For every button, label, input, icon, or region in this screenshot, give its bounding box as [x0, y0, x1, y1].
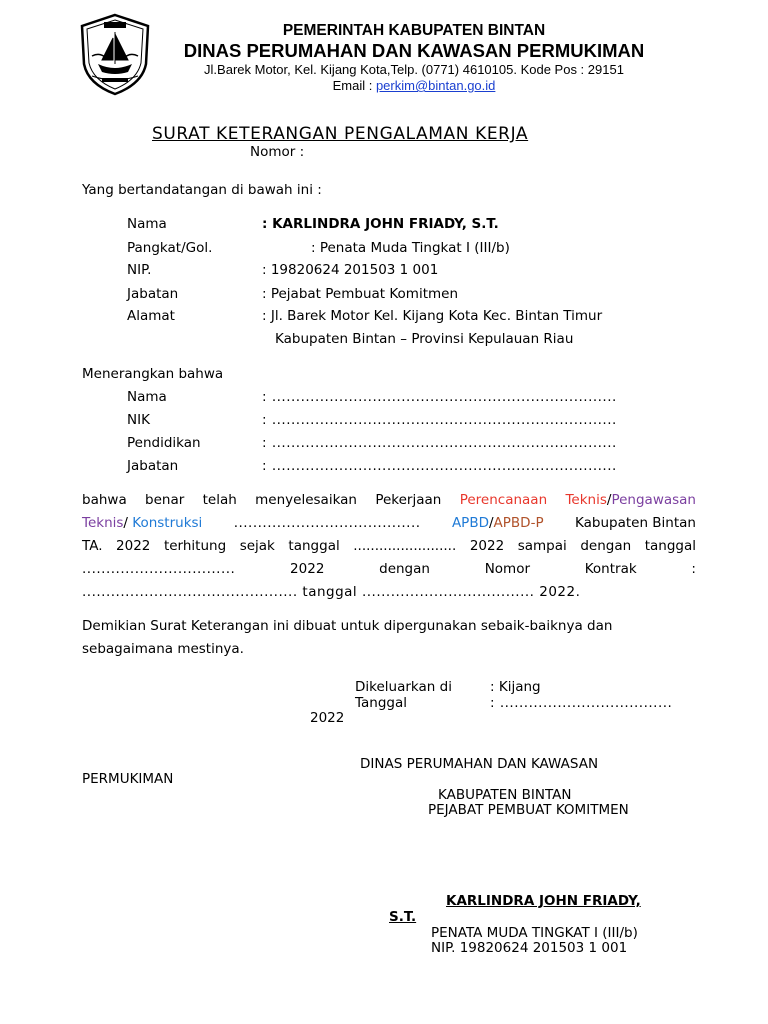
subject-label-jabatan: Jabatan	[127, 458, 179, 474]
body-dengan: dengan	[379, 561, 430, 577]
body-year: 2022	[290, 561, 325, 577]
closing-line-2: sebagaimana mestinya.	[82, 641, 244, 657]
header-email-link[interactable]: perkim@bintan.go.id	[375, 78, 496, 93]
option-konstruksi: Konstruksi	[132, 515, 203, 531]
signer-value-alamat: : Jl. Barek Motor Kel. Kijang Kota Kec. Bintan Timur	[262, 308, 603, 324]
option-pengawasan: Pengawasan	[611, 492, 696, 508]
document-title: SURAT KETERANGAN PENGALAMAN KERJA	[152, 124, 529, 144]
signer-value-nip: : 19820624 201503 1 001	[262, 262, 439, 278]
body-text-a: bahwa benar telah menyelesaikan Pekerjaan	[82, 492, 460, 508]
body-line-4	[82, 561, 696, 577]
issued-year: 2022	[310, 710, 345, 726]
issued-date-value: : ....................................	[490, 695, 673, 711]
signer-value-pangkat: : Penata Muda Tingkat I (III/b)	[311, 240, 510, 256]
header-government: PEMERINTAH KABUPATEN BINTAN	[282, 22, 546, 39]
body-colon: :	[691, 561, 696, 577]
signature-org-line-2: PERMUKIMAN	[82, 771, 174, 787]
body-nomor: Nomor	[484, 561, 531, 577]
issued-date-label: Tanggal	[355, 695, 408, 711]
signature-nip: NIP. 19820624 201503 1 001	[431, 940, 628, 956]
signature-name: KARLINDRA JOHN FRIADY,	[446, 893, 641, 909]
signature-rank: PENATA MUDA TINGKAT I (III/b)	[431, 925, 638, 941]
subject-value-pendidikan: : ........................................................................	[262, 435, 617, 451]
signer-value-jabatan: : Pejabat Pembuat Komitmen	[262, 286, 459, 302]
signature-name-title: S.T.	[389, 909, 417, 925]
subject-value-jabatan: : ........................................................................	[262, 458, 617, 474]
header-address: Jl.Barek Motor, Kel. Kijang Kota,Telp. (0771) 4610105. Kode Pos : 29151	[204, 62, 624, 77]
slash: /	[606, 492, 612, 508]
header-email-label: Email :	[332, 78, 376, 93]
signature-org-line-1: DINAS PERUMAHAN DAN KAWASAN	[360, 756, 599, 772]
subject-value-nama: : ........................................................................	[262, 389, 617, 405]
body-line-5: ............................................. tanggal .................................... 2022.	[82, 584, 581, 600]
signer-value-nama: : KARLINDRA JOHN FRIADY, S.T.	[262, 216, 499, 232]
signer-label-nama: Nama	[127, 216, 167, 232]
intro-text: Yang bertandatangan di bawah ini :	[82, 182, 322, 198]
body-line-3: TA. 2022 terhitung sejak tanggal ........................ 2022 sampai dengan tanggal	[82, 538, 696, 554]
option-teknis: Teknis	[82, 515, 124, 531]
subject-label-pendidikan: Pendidikan	[127, 435, 201, 451]
slash: /	[123, 515, 133, 531]
header-email-line	[0, 78, 768, 93]
issued-place-value: : Kijang	[490, 679, 541, 695]
subject-label-nama: Nama	[127, 389, 167, 405]
signature-org-line-3: KABUPATEN BINTAN	[438, 787, 572, 803]
signer-label-pangkat: Pangkat/Gol.	[127, 240, 213, 256]
signer-label-nip: NIP.	[127, 262, 152, 278]
option-apbd: APBD	[451, 515, 489, 531]
body-line-1	[82, 492, 696, 508]
menerangkan-text: Menerangkan bahwa	[82, 366, 224, 382]
signer-label-alamat: Alamat	[127, 308, 175, 324]
slash: /	[488, 515, 494, 531]
signature-role: PEJABAT PEMBUAT KOMITMEN	[428, 802, 629, 818]
header-agency: DINAS PERUMAHAN DAN KAWASAN PERMUKIMAN	[183, 40, 645, 61]
body-line-2	[82, 515, 696, 531]
signer-value-alamat-line2: Kabupaten Bintan – Provinsi Kepulauan Riau	[275, 331, 574, 347]
body-kabupaten: Kabupaten Bintan	[574, 515, 696, 531]
body-dots-project: .......................................	[233, 515, 421, 531]
body-dots-end-date: ................................	[82, 561, 236, 577]
signer-label-jabatan: Jabatan	[127, 286, 179, 302]
subject-value-nik: : ........................................................................	[262, 412, 617, 428]
option-perencanaan-teknis: Perencanaan Teknis	[459, 492, 607, 508]
option-apbd-p: APBD-P	[493, 515, 544, 531]
body-kontrak: Kontrak	[584, 561, 637, 577]
subject-label-nik: NIK	[127, 412, 150, 428]
issued-place-label: Dikeluarkan di	[355, 679, 452, 695]
document-number: Nomor :	[250, 144, 305, 160]
closing-line-1: Demikian Surat Keterangan ini dibuat untuk dipergunakan sebaik-baiknya dan	[82, 618, 613, 634]
